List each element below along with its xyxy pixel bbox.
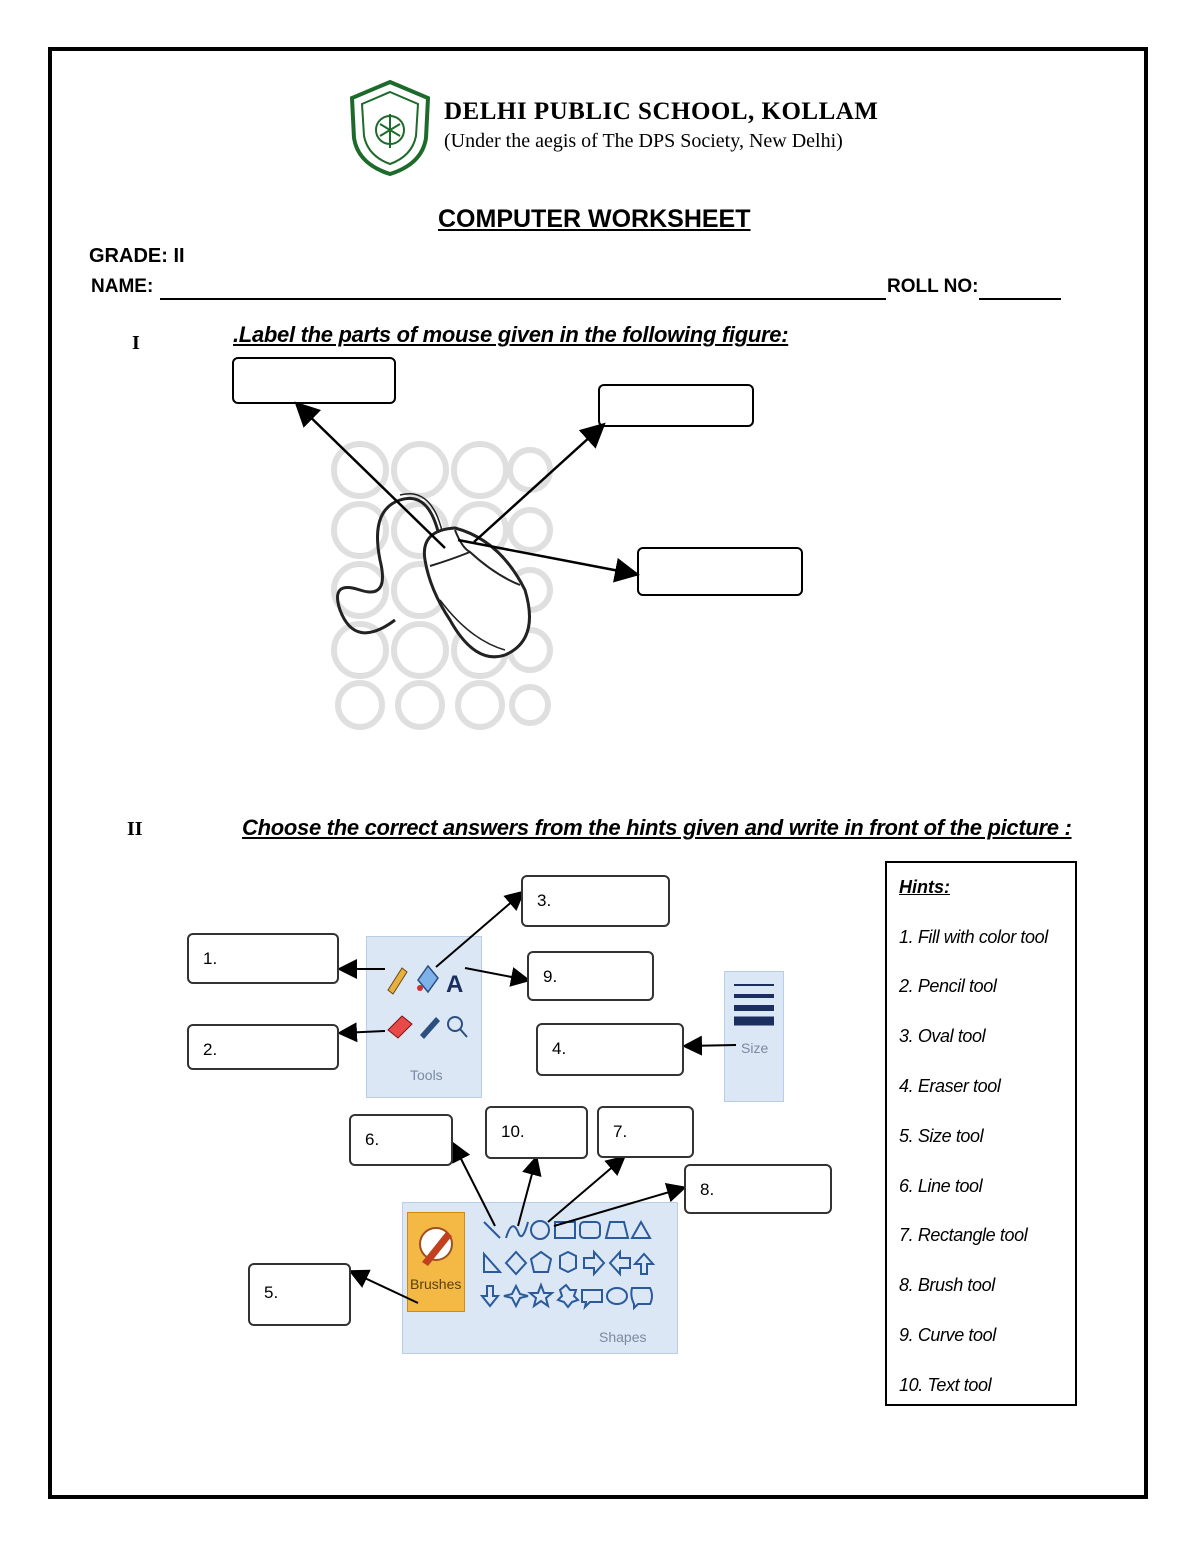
tools-panel-label: Tools xyxy=(410,1067,443,1083)
hints-title: Hints: xyxy=(899,877,950,897)
answer-box-7[interactable]: 7. xyxy=(597,1106,694,1158)
question-2-number: II xyxy=(127,818,143,840)
grade-label: GRADE: II xyxy=(89,245,185,267)
fill-icon xyxy=(417,966,438,992)
shapes-label: Shapes xyxy=(599,1329,647,1345)
roll-label: ROLL NO: xyxy=(887,276,979,297)
eraser-icon xyxy=(388,1016,412,1038)
answer-box-10[interactable]: 10. xyxy=(485,1106,588,1159)
hint-item: 6. Line tool xyxy=(899,1176,983,1196)
answer-box-6[interactable]: 6. xyxy=(349,1114,453,1166)
answer-box-1[interactable]: 1. xyxy=(187,933,339,984)
hint-item: 3. Oval tool xyxy=(899,1026,986,1046)
answer-box-8[interactable]: 8. xyxy=(684,1164,832,1214)
hint-item: 2. Pencil tool xyxy=(899,976,997,996)
hints-box xyxy=(885,861,1077,1406)
question-1-number: I xyxy=(132,332,140,354)
school-name: DELHI PUBLIC SCHOOL, KOLLAM xyxy=(444,98,879,125)
size-panel-label: Size xyxy=(741,1040,769,1056)
color-picker-icon xyxy=(420,1017,440,1039)
brushes-label: Brushes xyxy=(410,1276,462,1292)
school-subtitle: (Under the aegis of The DPS Society, New Delhi) xyxy=(444,130,843,152)
answer-box-3[interactable]: 3. xyxy=(521,875,670,927)
answer-box-4[interactable]: 4. xyxy=(536,1023,684,1076)
pencil-icon xyxy=(388,968,407,994)
hint-item: 10. Text tool xyxy=(899,1375,992,1395)
answer-box-2[interactable]: 2. xyxy=(187,1024,339,1070)
text-tool-icon: A xyxy=(446,971,464,998)
answer-box-9[interactable]: 9. xyxy=(527,951,654,1001)
hint-item: 7. Rectangle tool xyxy=(899,1225,1028,1245)
hint-item: 9. Curve tool xyxy=(899,1325,996,1345)
name-label: NAME: xyxy=(91,276,154,297)
hint-item: 8. Brush tool xyxy=(899,1275,995,1295)
answer-box-5[interactable]: 5. xyxy=(248,1263,351,1326)
question-1-title: .Label the parts of mouse given in the following figure: xyxy=(233,322,789,347)
hint-item: 4. Eraser tool xyxy=(899,1076,1001,1096)
worksheet-title: COMPUTER WORKSHEET xyxy=(438,205,751,233)
question-2-title: Choose the correct answers from the hints given and write in front of the picture : xyxy=(242,815,1072,840)
hint-item: 5. Size tool xyxy=(899,1126,984,1146)
magnifier-icon xyxy=(448,1017,467,1037)
hint-item: 1. Fill with color tool xyxy=(899,927,1048,947)
